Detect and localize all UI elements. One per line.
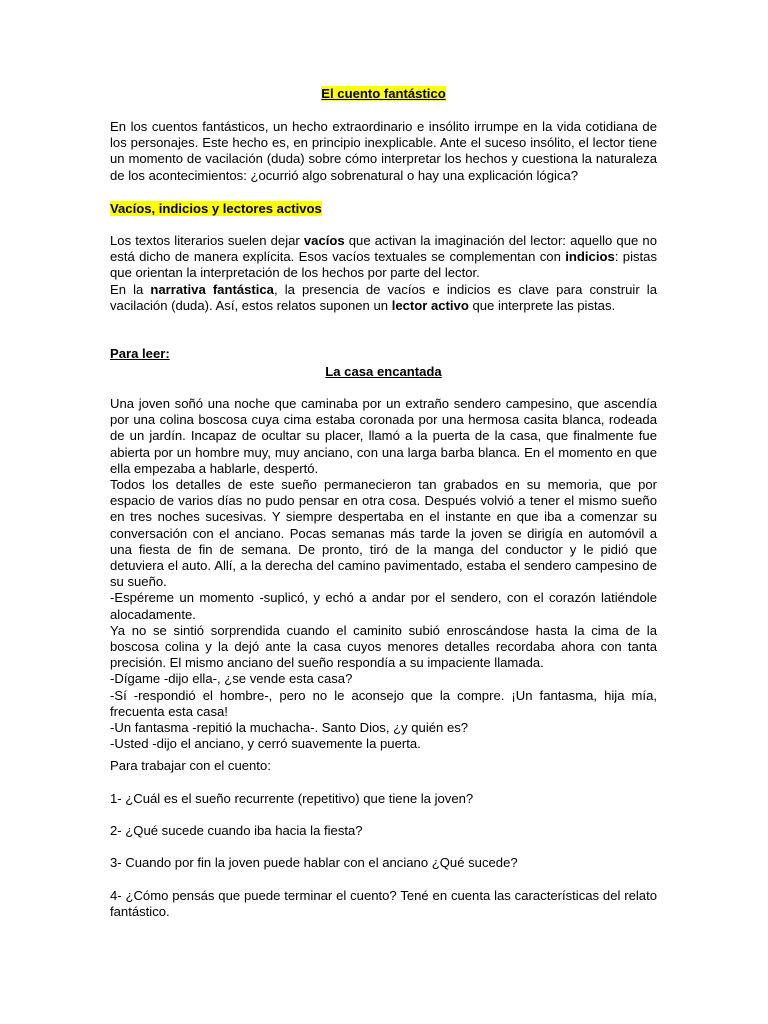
story-paragraph: -Espéreme un momento -suplicó, y echó a andar por el sendero, con el corazón latiéndole alocadamente.	[110, 590, 657, 622]
section-paragraph-1: Los textos literarios suelen dejar vacíos que activan la imaginación del lector: aquello que no está dicho de manera explícita. Esos vacíos textuales se complementan con indicios: pistas que orientan la interpretación de los hechos por parte del lector.	[110, 233, 657, 281]
story-body	[110, 396, 657, 752]
story-paragraph: Todos los detalles de este sueño permanecieron tan grabados en su memoria, que por espacio de varios días no pudo pensar en otra cosa. Después volvió a tener el mismo sueño en tres noches sucesivas. Y siempre despertaba en el instante en que iba a comenzar su conversación con el anciano. Pocas semanas más tarde la joven se dirigía en automóvil a una fiesta de fin de semana. De pronto, tiró de la manga del conductor y le pidió que detuviera el auto. Allí, a la derecha del camino pavimentado, estaba el sendero campesino de su sueño.	[110, 477, 657, 590]
story-title: La casa encantada	[325, 364, 442, 379]
section-heading: Vacíos, indicios y lectores activos	[110, 201, 322, 216]
question-4: 4- ¿Cómo pensás que puede terminar el cuento? Tené en cuenta las características del relato fantástico.	[110, 888, 657, 920]
story-paragraph: -Sí -respondió el hombre-, pero no le aconsejo que la compre. ¡Un fantasma, hija mía, frecuenta esta casa!	[110, 687, 657, 719]
story-paragraph: -Usted -dijo el anciano, y cerró suavemente la puerta.	[110, 736, 421, 752]
work-intro: Para trabajar con el cuento:	[110, 758, 271, 773]
story-paragraph: -Un fantasma -repitió la muchacha-. Santo Dios, ¿y quién es?	[110, 720, 469, 736]
question-3: 3- Cuando por fin la joven puede hablar con el anciano ¿Qué sucede?	[110, 855, 518, 870]
question-2: 2- ¿Qué sucede cuando iba hacia la fiesta?	[110, 823, 363, 838]
section-paragraph-2: En la narrativa fantástica, la presencia de vacíos e indicios es clave para construir la vacilación (duda). Así, estos relatos suponen un lector activo que interprete las pistas.	[110, 281, 657, 313]
question-1: 1- ¿Cuál es el sueño recurrente (repetitivo) que tiene la joven?	[110, 791, 474, 806]
para-leer-label: Para leer:	[110, 346, 170, 361]
doc-title: El cuento fantástico	[321, 86, 446, 101]
story-paragraph: Una joven soñó una noche que caminaba por un extraño sendero campesino, que ascendía por una colina boscosa cuya cima estaba coronada por una hermosa casita blanca, rodeada de un jardín. Incapaz de ocultar su placer, llamó a la puerta de la casa, que finalmente fue abierta por un hombre muy, muy anciano, con una larga barba blanca. En el momento en que ella empezaba a hablarle, despertó.	[110, 396, 657, 476]
story-paragraph: Ya no se sintió sorprendida cuando el caminito subió enroscándose hasta la cima de la boscosa colina y la dejó ante la casa cuyos menores detalles recordaba ahora con tanta precisión. El mismo anciano del sueño respondía a su impaciente llamada.	[110, 622, 657, 671]
story-paragraph: -Dígame -dijo ella-, ¿se vende esta casa?	[110, 671, 353, 687]
section-body	[110, 233, 657, 314]
intro-paragraph: En los cuentos fantásticos, un hecho extraordinario e insólito irrumpe en la vida cotidiana de los personajes. Este hecho es, en principio inexplicable. Ante el suceso insólito, el lector tiene un momento de vacilación (duda) sobre cómo interpretar los hechos y cuestiona la naturaleza de los acontecimientos: ¿ocurrió algo sobrenatural o hay una explicación lógica?	[110, 119, 657, 183]
